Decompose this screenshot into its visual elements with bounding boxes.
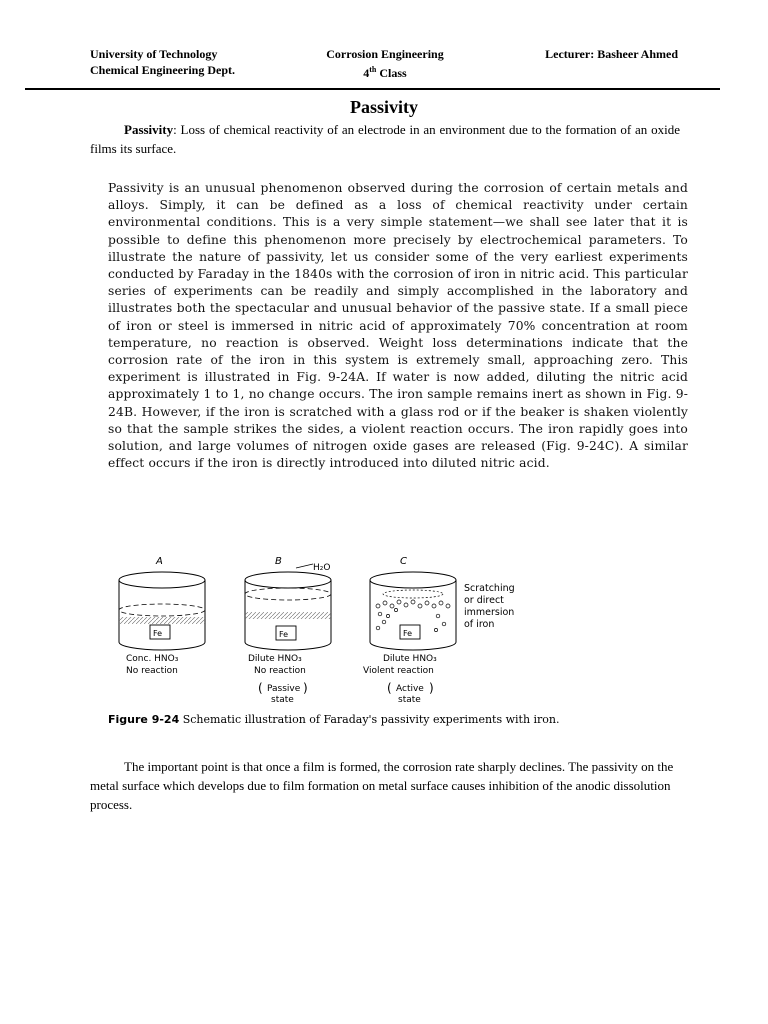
svg-text:(: (	[387, 681, 392, 695]
definition-paragraph	[90, 120, 680, 158]
caption-number: Figure 9-24	[108, 713, 180, 726]
scanned-passage: Passivity is an unusual phenomenon observed during the corrosion of certain metals and alloys. Simply, it can be defined as a loss of chemical reactivity under certain environmental conditions. This is a very simple statement—we shall see later that it is possible to define this phenomenon more precisely by electrochemical parameters. To illustrate the nature of passivity, let us consider some of the very earliest experiments conducted by Faraday in the 1840s with the corrosion of iron in nitric acid. This particular series of experiments can be readily and simply accomplished in the laboratory and illustrates both the spectacular and unusual behavior of the passive state. If a small piece of iron or steel is immersed in nitric acid of approximately 70% concentration at room temperature, no reaction is observed. Weight loss determinations indicate that the corrosion rate of the iron in this system is extremely small, approaching zero. This experiment is illustrated in Fig. 9-24A. If water is now added, diluting the nitric acid approximately 1 to 1, no change occurs. The iron sample remains inert as shown in Fig. 9-24B. However, if the iron is scratched with a glass rod or if the beaker is shaken violently so that the sample strikes the sides, a violent reaction occurs. The iron rapidly goes into solution, and large volumes of nitrogen oxide gases are released (Fig. 9-24C). A similar effect occurs if the iron is directly introduced into diluted nitric acid.	[108, 181, 688, 471]
beaker-a-result: No reaction	[126, 666, 178, 676]
active-line1: Active	[396, 684, 424, 694]
class-suffix: th	[369, 65, 377, 74]
closing-paragraph: The important point is that once a film is formed, the corrosion rate sharply declines. The passivity on the metal surface which develops due to film formation on metal surface causes inhibition of the anodic dissolution process.	[90, 759, 674, 812]
faraday-figure	[108, 552, 688, 737]
svg-text:): )	[303, 681, 308, 695]
passive-line1: Passive	[267, 684, 301, 694]
figure-caption	[108, 713, 560, 726]
scratch-line2: or direct	[464, 595, 504, 606]
beaker-b-solution: Dilute HNO₃	[248, 654, 302, 664]
passive-line2: state	[271, 695, 294, 705]
header-course	[316, 46, 454, 81]
header-institution	[90, 46, 235, 78]
fe-label-a: Fe	[153, 629, 163, 638]
beaker-diagram	[108, 552, 688, 737]
fe-label-b: Fe	[279, 630, 289, 639]
beaker-b-result: No reaction	[254, 666, 306, 676]
definition-text: : Loss of chemical reactivity of an electrode in an environment due to the formation of an oxide films its surface.	[90, 122, 680, 156]
svg-text:(: (	[258, 681, 263, 695]
label-b: B	[275, 556, 282, 567]
university-name: University of Technology	[90, 47, 218, 61]
header-rule	[25, 88, 720, 90]
label-a: A	[156, 556, 163, 567]
beaker-c-solution: Dilute HNO₃	[383, 654, 437, 664]
page-title: Passivity	[349, 97, 418, 117]
class-number: 4	[363, 66, 370, 80]
beaker-a-solution: Conc. HNO₃	[126, 654, 179, 664]
header-lecturer	[545, 46, 678, 62]
beaker-c-result: Violent reaction	[363, 666, 434, 676]
beaker-a	[119, 556, 205, 676]
scratch-line3: immersion	[464, 607, 515, 618]
label-c: C	[400, 556, 407, 567]
lecturer-name: Lecturer: Basheer Ahmed	[545, 47, 678, 61]
beaker-c	[363, 556, 515, 705]
svg-text:): )	[429, 681, 434, 695]
scratch-line1: Scratching	[464, 583, 515, 594]
course-name: Corrosion Engineering	[326, 47, 444, 61]
class-word: Class	[376, 66, 407, 80]
beaker-b	[245, 556, 331, 705]
fe-label-c: Fe	[403, 629, 413, 638]
scratch-line4: of iron	[464, 619, 495, 630]
water-label: H₂O	[313, 563, 331, 573]
definition-term: Passivity	[124, 122, 174, 137]
caption-text: Schematic illustration of Faraday's passivity experiments with iron.	[179, 713, 560, 726]
class-level	[316, 62, 454, 81]
department-name: Chemical Engineering Dept.	[90, 63, 235, 77]
active-line2: state	[398, 695, 421, 705]
